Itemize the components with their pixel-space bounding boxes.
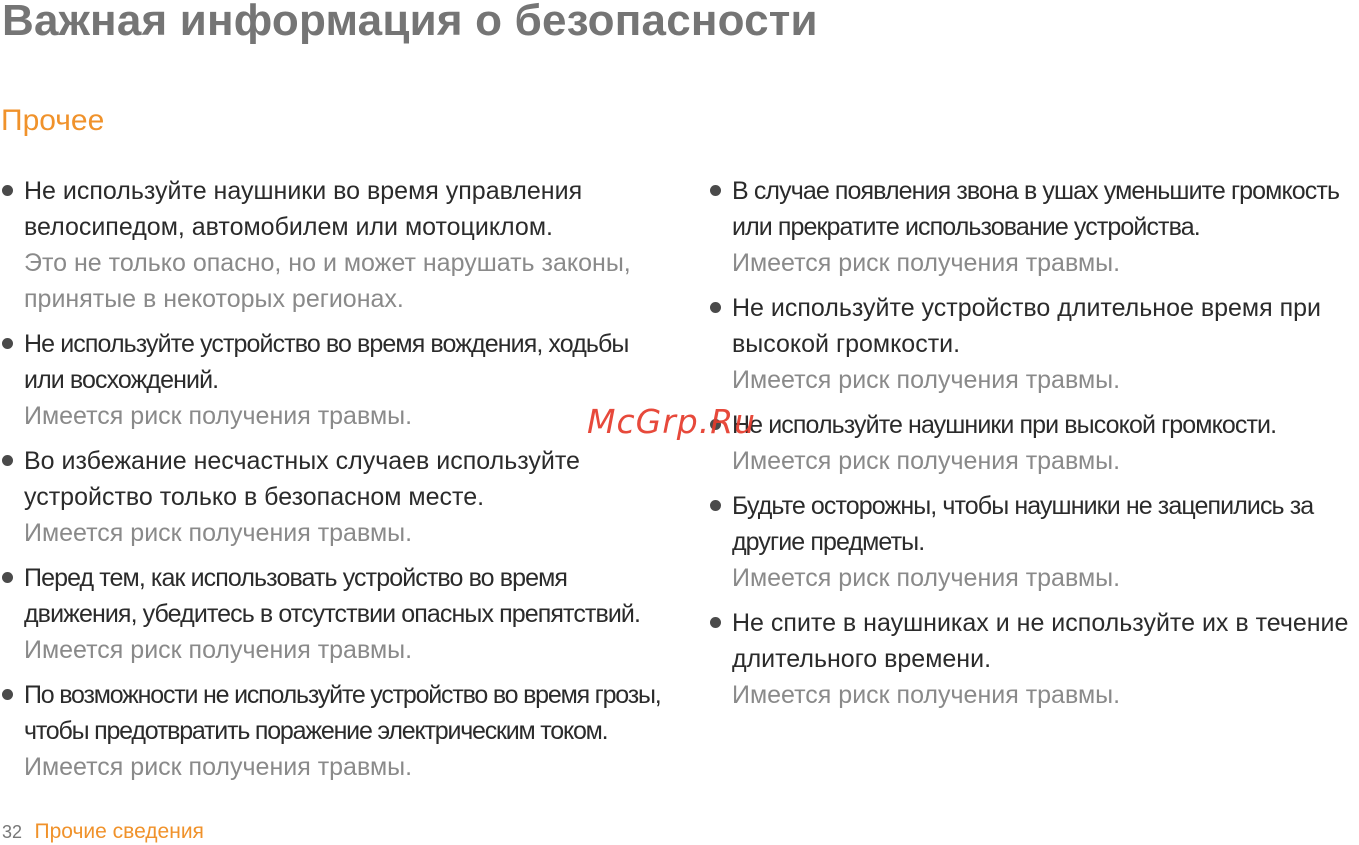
item-text: Не спите в наушниках и не используйте их в течение длительного времени. xyxy=(732,609,1349,673)
item-note: Имеется риск получения травмы. xyxy=(732,447,1121,475)
left-column-list xyxy=(0,173,665,794)
item-text: Не используйте наушники при высокой громкости. xyxy=(732,411,1277,439)
bullet-icon xyxy=(2,185,13,196)
list-item xyxy=(0,560,665,668)
bullet-icon xyxy=(710,302,721,313)
item-note: Имеется риск получения травмы. xyxy=(24,636,413,664)
list-item xyxy=(708,488,1359,596)
list-item xyxy=(708,407,1359,479)
item-text: Не используйте наушники во время управления велосипедом, автомобилем или мотоциклом. xyxy=(24,177,583,241)
bullet-icon xyxy=(2,338,13,349)
item-text: Во избежание несчастных случаев используйте устройство только в безопасном месте. xyxy=(24,447,580,511)
watermark: McGrp.Ru xyxy=(587,402,757,441)
list-item xyxy=(0,326,665,434)
item-text: Будьте осторожны, чтобы наушники не зацепились за другие предметы. xyxy=(732,492,1314,556)
list-item xyxy=(0,677,665,785)
bullet-icon xyxy=(710,500,721,511)
item-text: По возможности не используйте устройство во время грозы, чтобы предотвратить поражение электрическим током. xyxy=(24,681,661,745)
item-note: Имеется риск получения травмы. xyxy=(24,519,413,547)
section-title: Прочее xyxy=(1,104,105,137)
right-column-list xyxy=(708,173,1359,722)
bullet-icon xyxy=(2,455,13,466)
item-note: Это не только опасно, но и может нарушать законы, принятые в некоторых регионах. xyxy=(24,249,631,313)
item-note: Имеется риск получения травмы. xyxy=(732,366,1121,394)
page-title: Важная информация о безопасности xyxy=(2,0,818,45)
bullet-icon xyxy=(710,185,721,196)
bullet-icon xyxy=(710,617,721,628)
list-item xyxy=(708,605,1359,713)
page-number: 32 xyxy=(2,822,23,842)
page-footer xyxy=(2,820,204,844)
list-item xyxy=(0,173,665,317)
item-note: Имеется риск получения травмы. xyxy=(24,753,413,781)
list-item xyxy=(0,443,665,551)
item-note: Имеется риск получения травмы. xyxy=(732,681,1121,709)
item-text: Перед тем, как использовать устройство во время движения, убедитесь в отсутствии опасных препятствий. xyxy=(24,564,641,628)
list-item xyxy=(708,290,1359,398)
list-item xyxy=(708,173,1359,281)
item-text: В случае появления звона в ушах уменьшите громкость или прекратите использование устройства. xyxy=(732,177,1340,241)
item-text: Не используйте устройство во время вождения, ходьбы или восхождений. xyxy=(24,330,629,394)
bullet-icon xyxy=(2,572,13,583)
item-note: Имеется риск получения травмы. xyxy=(732,564,1121,592)
bullet-icon xyxy=(2,689,13,700)
item-note: Имеется риск получения травмы. xyxy=(732,249,1121,277)
footer-section-label: Прочие сведения xyxy=(34,820,204,843)
item-text: Не используйте устройство длительное время при высокой громкости. xyxy=(732,294,1322,358)
item-note: Имеется риск получения травмы. xyxy=(24,402,413,430)
